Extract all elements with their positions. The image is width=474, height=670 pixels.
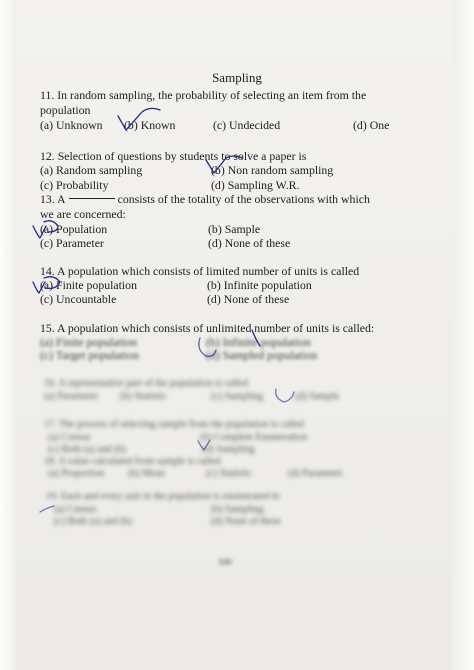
q11-text-line2: population — [40, 103, 91, 117]
q14-option-d: (d) None of these — [207, 292, 290, 306]
q19-option-a: (a) Census — [54, 504, 97, 515]
q17-option-b: (b) Complete Enumeration — [200, 432, 308, 443]
q14-text-line1: 14. A population which consists of limited number of units is called — [40, 264, 360, 278]
q13-blank — [69, 198, 115, 199]
q19-check-mark — [40, 506, 54, 512]
q11-option-b: (b) Known — [124, 118, 176, 132]
page-number: 100 — [218, 557, 232, 567]
q11-option-a: (a) Unknown — [40, 118, 103, 132]
q19-option-d: (d) None of these — [211, 516, 281, 527]
q16-circle-c — [276, 389, 294, 402]
q19-text-line1: 19. Each and every unit in the population is enumerated in — [46, 491, 280, 502]
q18-option-b: (b) Mean — [128, 468, 165, 479]
page-title: Sampling — [212, 70, 262, 85]
q17-option-a: (a) Census — [48, 432, 91, 443]
scan-edge-left — [0, 0, 16, 670]
q14-option-c: (c) Uncountable — [40, 292, 117, 306]
q17-option-c: (c) Both (a) and (b) — [48, 444, 126, 455]
q12-option-a: (a) Random sampling — [40, 163, 143, 177]
q13-option-c: (c) Parameter — [40, 236, 104, 250]
q13-suffix: consists of the totality of the observations with which — [117, 192, 370, 206]
q15-text-line1: 15. A population which consists of unlimited number of units is called: — [40, 321, 375, 335]
q12-option-c: (c) Probability — [40, 178, 109, 192]
q12-option-d: (d) Sampling W.R. — [211, 178, 300, 192]
q13-text-line2: we are concerned: — [40, 207, 126, 221]
q19-option-b: (b) Sampling — [211, 504, 264, 515]
q13-option-b: (b) Sample — [208, 222, 261, 236]
scan-edge-right — [452, 0, 474, 670]
q17-option-d: (d) Sampling — [202, 444, 255, 455]
q16-option-c: (c) Sampling — [211, 391, 263, 402]
q11-text-line1: 11. In random sampling, the probability of selecting an item from the — [40, 88, 367, 102]
q14-option-a: (a) Finite population — [40, 278, 137, 292]
q15-option-a: (a) Finite population — [40, 335, 137, 349]
q19-option-c: (c) Both (a) and (b) — [54, 516, 132, 527]
q18-option-a: (a) Proportion — [48, 468, 105, 479]
q16-option-d: (d) Sample — [295, 391, 340, 402]
q16-text-line1: 16. A representative part of the population is called — [44, 378, 249, 389]
q13-option-a: (a) Population — [40, 222, 108, 236]
q13-prefix: 13. A — [40, 192, 66, 206]
q14-option-b: (b) Infinite population — [207, 278, 312, 292]
q18-text-line1: 18. A value calculated from sample is called — [44, 456, 221, 467]
q11-option-d: (d) One — [353, 118, 390, 132]
q17-text-line1: 17. The process of selecting sample from the population is called — [44, 419, 305, 430]
q16-option-b: (b) Statistic — [120, 391, 167, 402]
q11-option-c: (c) Undecided — [213, 118, 281, 132]
q13-text-line1 — [40, 193, 370, 206]
q12-option-b: (b) Non random sampling — [211, 163, 334, 177]
q13-option-d: (d) None of these — [208, 236, 291, 250]
q12-text-line1: 12. Selection of questions by students to solve a paper is — [40, 149, 307, 163]
q16-option-a: (a) Parameter — [44, 391, 99, 402]
q18-option-d: (d) Parameter — [288, 468, 343, 479]
q18-option-c: (c) Statistic — [206, 468, 252, 479]
q15-option-b: (b) Infinite population — [206, 335, 311, 349]
q15-option-d: (d) Sampled population — [206, 348, 318, 362]
q15-option-c: (c) Target population — [40, 348, 139, 362]
